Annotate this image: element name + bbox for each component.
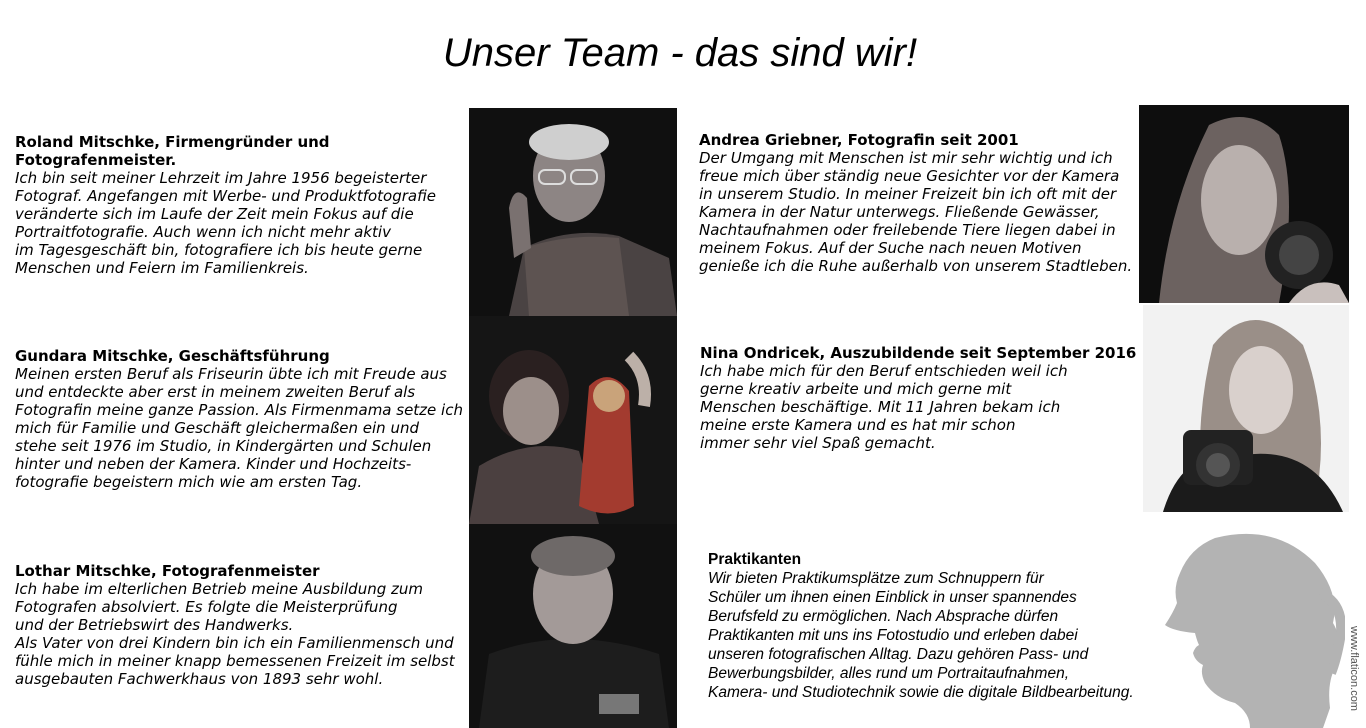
member-name: Roland Mitschke, Firmengründer und Fotografenmeister. [15, 133, 330, 169]
member-bio: Meinen ersten Beruf als Friseurin übte ich mit Freude aus und entdeckte aber erst in meinem zweiten Beruf als Fotografin meine ganze Passion. Als Firmenmama setze ich mich für Familie und Geschäft gleichermaßen ein und stehe seit 1976 im Studio, in Kindergärten und Schulen hinter und neben der Kamera. Kinder und Hochzeits- fotografie begeistern mich wie am ersten Tag. [15, 365, 463, 491]
photo-roland [469, 108, 677, 316]
female-silhouette-icon [1155, 533, 1345, 728]
interns-text: Wir bieten Praktikumsplätze zum Schnuppern für Schüler um ihnen einen Einblick in unser spannendes Berufsfeld zu ermöglichen. Nach Absprache dürfen Praktikanten mit uns ins Fotostudio und erleben dabei unseren fotografischen Alltag. Dazu gehören Pass- und Bewerbungsbilder, alles rund um Portraitaufnahmen, Kamera- und Studiotechnik sowie die digitale Bildbearbeitung. [708, 570, 1134, 701]
page-title: Unser Team - das sind wir! [442, 31, 918, 75]
team-member-andrea [699, 131, 1139, 275]
member-bio: Der Umgang mit Menschen ist mir sehr wichtig und ich freue mich über ständig neue Gesichter vor der Kamera in unserem Studio. In meiner Freizeit bin ich oft mit der Kamera in der Natur unterwegs. Fließende Gewässer, Nachtaufnahmen oder freilebende Tiere liegen dabei in meinem Fokus. Auf der Suche nach neuen Motiven genieße ich die Ruhe außerhalb von unserem Stadtleben. [699, 149, 1133, 275]
interns-heading: Praktikanten [708, 551, 802, 568]
photo-nina [1143, 305, 1349, 512]
team-member-nina [700, 344, 1140, 452]
photo-andrea [1139, 105, 1349, 303]
team-member-gundara [15, 347, 470, 491]
photo-gundara [469, 316, 677, 524]
member-bio: Ich habe mich für den Beruf entschieden weil ich gerne kreativ arbeite und mich gerne mit Menschen beschäftige. Mit 11 Jahren bekam ich meine erste Kamera und es hat mir schon immer sehr viel Spaß gemacht. [700, 362, 1068, 452]
member-name: Nina Ondricek, Auszubildende seit September 2016 [700, 344, 1137, 362]
photo-lothar [469, 524, 677, 728]
member-name: Lothar Mitschke, Fotografenmeister [15, 562, 320, 580]
member-bio: Ich bin seit meiner Lehrzeit im Jahre 1956 begeisterter Fotograf. Angefangen mit Werbe- und Produktfotografie veränderte sich im Laufe der Zeit mein Fokus auf die Portraitfotografie. Auch wenn ich nicht mehr aktiv im Tagesgeschäft bin, fotografiere ich bis heute gerne Menschen und Feiern im Familienkreis. [15, 169, 437, 277]
team-member-roland [15, 133, 470, 277]
interns-info [708, 550, 1178, 702]
member-bio: Ich habe im elterlichen Betrieb meine Ausbildung zum Fotografen absolviert. Es folgte die Meisterprüfung und der Betriebswirt des Handwerks. Als Vater von drei Kindern bin ich ein Familienmensch und fühle mich in meiner knapp bemessenen Freizeit im selbst ausgebauten Fachwerkhaus von 1893 sehr wohl. [15, 580, 455, 688]
attribution-text[interactable]: www.flaticon.com [1348, 626, 1360, 711]
team-member-lothar [15, 562, 470, 688]
member-name: Gundara Mitschke, Geschäftsführung [15, 347, 330, 365]
member-name: Andrea Griebner, Fotografin seit 2001 [699, 131, 1019, 149]
